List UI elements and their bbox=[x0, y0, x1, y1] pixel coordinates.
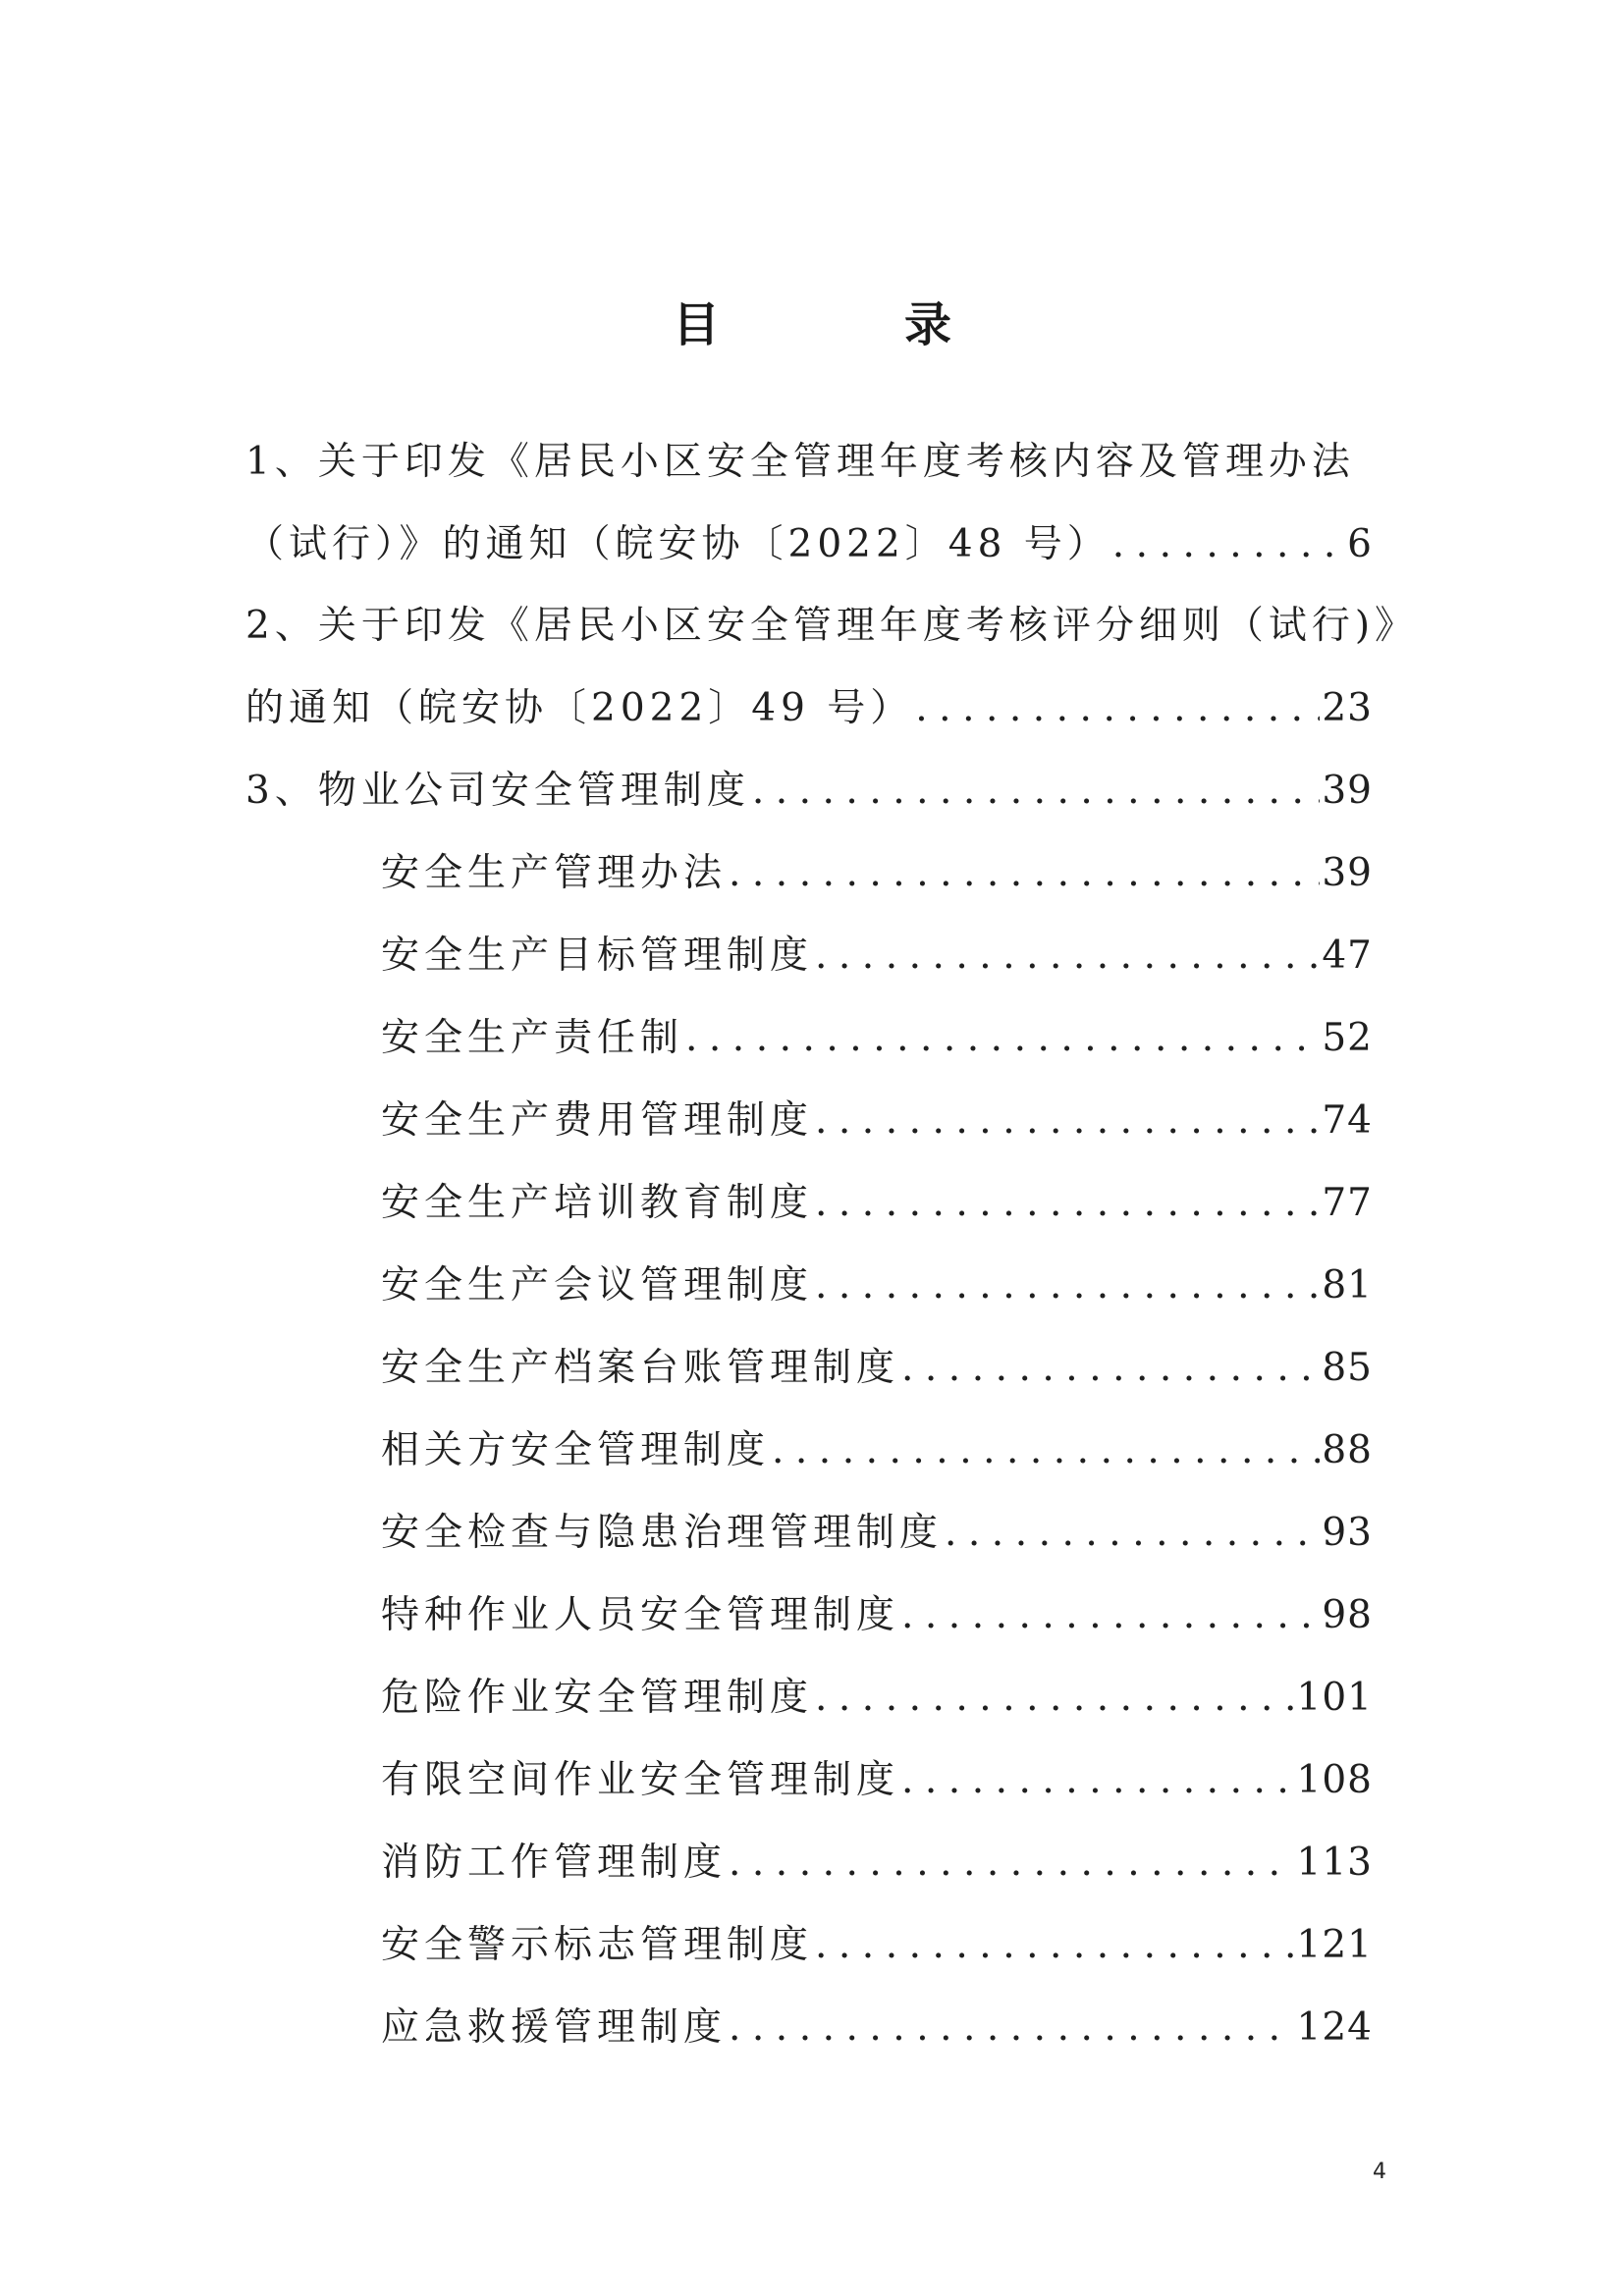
toc-entry-1[interactable] bbox=[245, 519, 1373, 570]
toc-sub-item-text: 安全生产责任制 bbox=[381, 1016, 684, 1060]
toc-title: 目 录 bbox=[672, 297, 1020, 352]
toc-entry-2[interactable] bbox=[245, 683, 1373, 734]
dot-leader bbox=[752, 766, 1321, 817]
toc-sub-item-page: 101 bbox=[1296, 1676, 1373, 1720]
dot-leader bbox=[815, 1920, 1295, 1971]
toc-sub-item-page: 108 bbox=[1296, 1758, 1373, 1802]
toc-sub-item-text: 特种作业人员安全管理制度 bbox=[381, 1593, 900, 1637]
toc-sub-item[interactable] bbox=[381, 848, 1373, 899]
dot-leader bbox=[729, 2002, 1295, 2054]
dot-leader bbox=[815, 1178, 1320, 1229]
toc-sub-item-text: 安全生产管理办法 bbox=[381, 851, 728, 895]
toc-entry-3[interactable] bbox=[245, 766, 1373, 817]
toc-sub-item[interactable] bbox=[381, 1425, 1373, 1476]
toc-sub-item-page: 113 bbox=[1296, 1841, 1373, 1885]
toc-entry-3-page: 39 bbox=[1322, 769, 1373, 813]
toc-sub-item[interactable] bbox=[381, 1508, 1373, 1559]
toc-sub-item-text: 危险作业安全管理制度 bbox=[381, 1676, 814, 1720]
toc-sub-item-text: 相关方安全管理制度 bbox=[381, 1428, 771, 1472]
dot-leader bbox=[1112, 519, 1345, 570]
toc-sub-item[interactable] bbox=[381, 1260, 1373, 1311]
toc-sub-item[interactable] bbox=[381, 2002, 1373, 2054]
page-number: 4 bbox=[1373, 2160, 1386, 2184]
toc-sub-item-page: 47 bbox=[1322, 934, 1373, 978]
dot-leader bbox=[815, 1260, 1320, 1311]
toc-sub-item-page: 98 bbox=[1322, 1593, 1373, 1637]
dot-leader bbox=[729, 848, 1320, 899]
toc-sub-item-page: 81 bbox=[1322, 1263, 1373, 1308]
dot-leader bbox=[901, 1343, 1320, 1394]
toc-sub-item[interactable] bbox=[381, 931, 1373, 982]
toc-entry-1-line2: （试行）》的通知（皖安协〔2022〕48 号） bbox=[245, 522, 1110, 566]
dot-leader bbox=[772, 1425, 1320, 1476]
toc-sub-item-text: 消防工作管理制度 bbox=[381, 1841, 728, 1885]
toc-sub-item-page: 93 bbox=[1322, 1511, 1373, 1555]
toc-sub-item[interactable] bbox=[381, 1590, 1373, 1641]
dot-leader bbox=[815, 1095, 1320, 1147]
dot-leader bbox=[815, 1673, 1295, 1724]
toc-sub-item-text: 安全检查与隐患治理管理制度 bbox=[381, 1511, 944, 1555]
toc-sub-item-text: 应急救援管理制度 bbox=[381, 2005, 728, 2050]
toc-sub-item-text: 安全生产会议管理制度 bbox=[381, 1263, 814, 1308]
toc-sub-item[interactable] bbox=[381, 1755, 1373, 1806]
toc-sub-item-text: 安全生产费用管理制度 bbox=[381, 1098, 814, 1143]
toc-entry-1-page: 6 bbox=[1347, 522, 1373, 566]
toc-sub-item[interactable] bbox=[381, 1095, 1373, 1147]
toc-sub-item[interactable] bbox=[381, 1673, 1373, 1724]
dot-leader bbox=[915, 683, 1320, 734]
toc-sub-item-page: 88 bbox=[1322, 1428, 1373, 1472]
toc-entry-1-line1[interactable]: 1、关于印发《居民小区安全管理年度考核内容及管理办法 bbox=[245, 440, 1355, 484]
toc-sub-item-page: 121 bbox=[1296, 1923, 1373, 1967]
dot-leader bbox=[901, 1590, 1320, 1641]
dot-leader bbox=[945, 1508, 1320, 1559]
toc-sub-item-page: 39 bbox=[1322, 851, 1373, 895]
dot-leader bbox=[729, 1838, 1295, 1889]
dot-leader bbox=[685, 1013, 1320, 1064]
toc-sub-item-page: 52 bbox=[1322, 1016, 1373, 1060]
toc-entry-2-line1[interactable]: 2、关于印发《居民小区安全管理年度考核评分细则（试行)》 bbox=[245, 604, 1419, 648]
dot-leader bbox=[901, 1755, 1295, 1806]
toc-entry-2-line2: 的通知（皖安协〔2022〕49 号） bbox=[245, 686, 914, 730]
toc-sub-item-text: 安全警示标志管理制度 bbox=[381, 1923, 814, 1967]
toc-entry-2-page: 23 bbox=[1322, 686, 1373, 730]
toc-sub-item[interactable] bbox=[381, 1343, 1373, 1394]
toc-entry-3-text: 3、物业公司安全管理制度 bbox=[245, 769, 750, 813]
toc-sub-item[interactable] bbox=[381, 1178, 1373, 1229]
toc-sub-item-text: 安全生产培训教育制度 bbox=[381, 1181, 814, 1225]
toc-sub-item[interactable] bbox=[381, 1013, 1373, 1064]
toc-sub-item[interactable] bbox=[381, 1838, 1373, 1889]
toc-sub-item-page: 124 bbox=[1296, 2005, 1373, 2050]
dot-leader bbox=[815, 931, 1320, 982]
toc-sub-item-text: 安全生产目标管理制度 bbox=[381, 934, 814, 978]
toc-sub-item-text: 有限空间作业安全管理制度 bbox=[381, 1758, 900, 1802]
toc-sub-item-text: 安全生产档案台账管理制度 bbox=[381, 1346, 900, 1390]
toc-sub-item-page: 77 bbox=[1322, 1181, 1373, 1225]
toc-sub-item-page: 85 bbox=[1322, 1346, 1373, 1390]
toc-sub-item[interactable] bbox=[381, 1920, 1373, 1971]
toc-sub-item-page: 74 bbox=[1322, 1098, 1373, 1143]
